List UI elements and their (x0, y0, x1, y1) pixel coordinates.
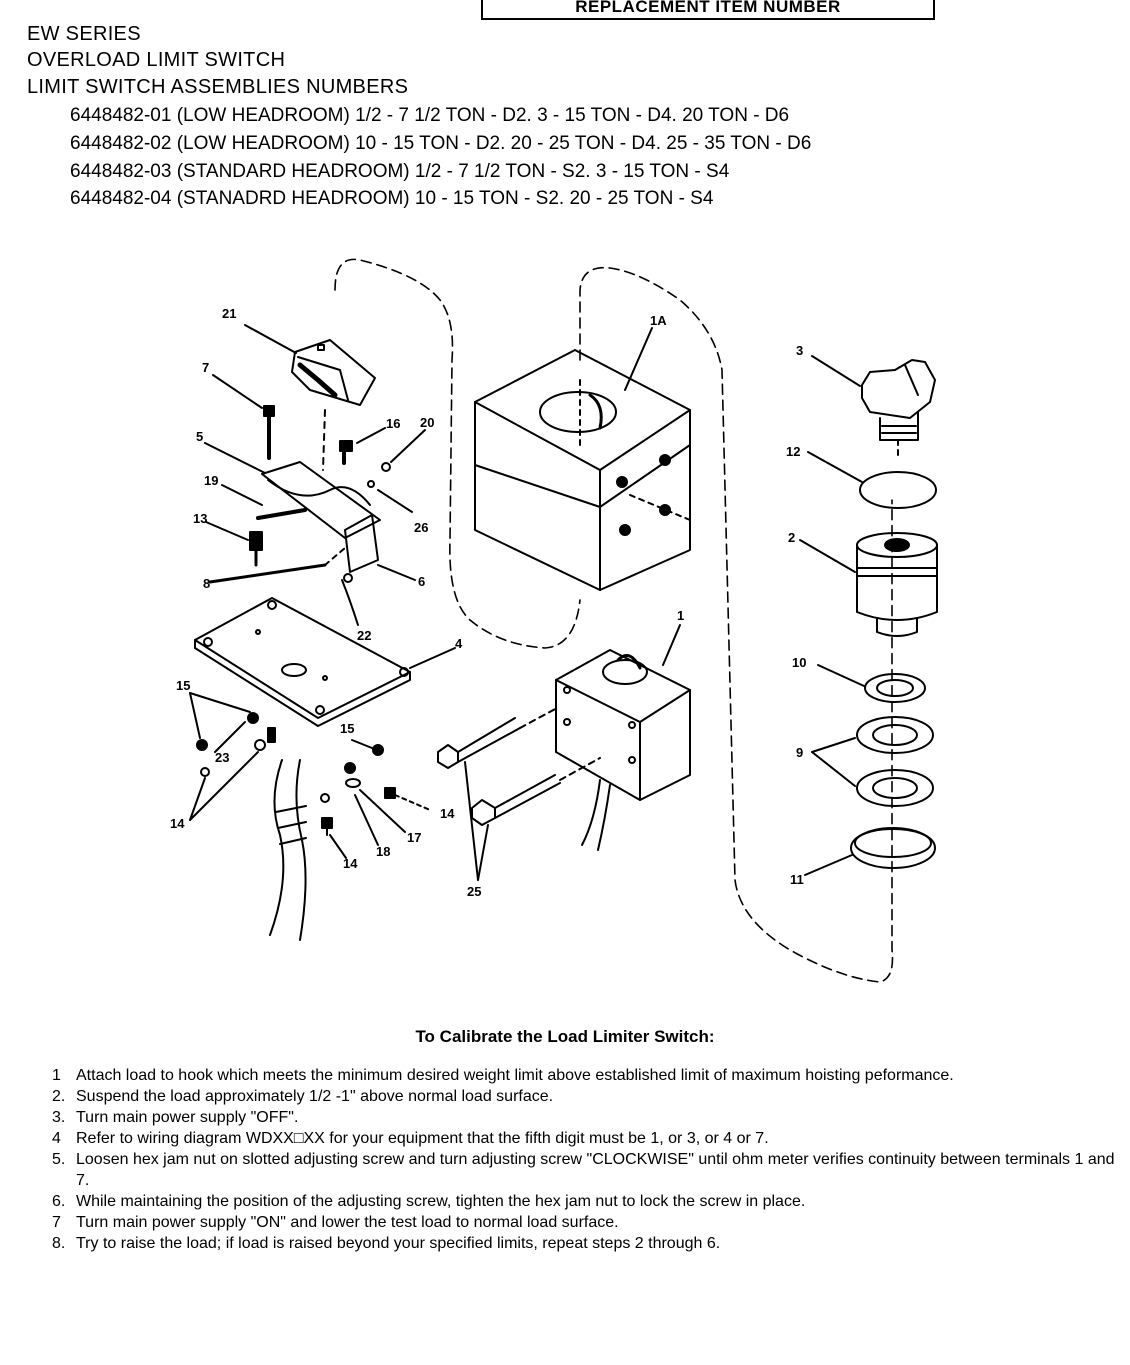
part-label-14a: 14 (170, 816, 185, 831)
calibration-title: To Calibrate the Load Limiter Switch: (415, 1027, 715, 1046)
body-2 (857, 533, 937, 636)
part-label-7: 7 (202, 360, 210, 375)
part-label-17: 17 (407, 830, 422, 845)
calibration-step: 4 Refer to wiring diagram WDXX□XX for your equipment that the fifth digit must be 1, or 3, or 4 or 7. (52, 1130, 769, 1147)
part-label-9: 9 (796, 745, 804, 760)
part-label-23: 23 (215, 750, 230, 765)
part-label-21: 21 (222, 306, 237, 321)
housing-1 (556, 650, 690, 850)
calibration-step: 6. While maintaining the position of the adjusting screw, tighten the hex jam nut to lock the screw in place. (52, 1193, 806, 1210)
dashed-outline-left (335, 259, 580, 648)
calibration-step: 5. Loosen hex jam nut on slotted adjusting screw and turn adjusting screw "CLOCKWISE" until ohm meter verifies continuity between terminals 1 and 7. (52, 1151, 1115, 1189)
base-plate-4 (195, 598, 410, 718)
assemblies-heading: LIMIT SWITCH ASSEMBLIES NUMBERS (27, 76, 409, 98)
part-label-15a: 15 (176, 678, 191, 693)
exploded-parts-diagram (0, 230, 1130, 1010)
switch-title: OVERLOAD LIMIT SWITCH (27, 49, 286, 71)
part-label-13: 13 (193, 511, 208, 526)
washers-9 (857, 717, 933, 806)
screw-7 (264, 406, 274, 458)
hardware-group-center (321, 745, 395, 835)
part-label-3: 3 (796, 343, 804, 358)
part-label-22: 22 (357, 628, 372, 643)
replacement-item-number-box: REPLACEMENT ITEM NUMBER (481, 0, 935, 20)
part-label-11: 11 (790, 872, 804, 887)
assembly-line-02: 6448482-02 (LOW HEADROOM) 10 - 15 TON - D2. 20 - 25 TON - D4. 25 - 35 TON - D6 (70, 133, 812, 154)
part-label-1: 1 (677, 608, 685, 623)
calibration-step: 7 Turn main power supply "ON" and lower the test load to normal load surface. (52, 1214, 619, 1231)
part-label-6: 6 (418, 574, 426, 589)
assembly-line-03: 6448482-03 (STANDARD HEADROOM) 1/2 - 7 1/2 TON - S2. 3 - 15 TON - S4 (70, 161, 730, 182)
part-label-12: 12 (786, 444, 801, 459)
part-label-15b: 15 (340, 721, 355, 736)
adjusting-screw-3 (862, 360, 935, 440)
part-label-25: 25 (467, 884, 482, 899)
bolts-25 (438, 708, 600, 825)
calibration-steps (52, 1065, 1117, 1254)
part-label-8: 8 (203, 576, 211, 591)
part-label-18: 18 (376, 844, 391, 859)
part-label-10: 10 (792, 655, 807, 670)
series-title: EW SERIES (27, 23, 141, 45)
calibration-step: 8. Try to raise the load; if load is raised beyond your specified limits, repeat steps 2 through 6. (52, 1235, 721, 1252)
washer-20 (382, 463, 390, 471)
bolt-13 (250, 532, 262, 565)
calibration-step: 1 Attach load to hook which meets the minimum desired weight limit above established limit of maximum hoisting peformance. (52, 1067, 954, 1084)
part-label-26: 26 (414, 520, 429, 535)
part-label-1A: 1A (650, 313, 667, 328)
o-ring-12 (860, 472, 936, 508)
part-label-14c: 14 (440, 806, 455, 821)
microswitch-21 (292, 340, 375, 405)
calibration-step: 2. Suspend the load approximately 1/2 -1" above normal load surface. (52, 1088, 554, 1105)
ring-11 (851, 828, 935, 868)
washer-10 (865, 674, 925, 702)
bracket-plate-5 (262, 462, 380, 538)
calibration-step: 3. Turn main power supply "OFF". (52, 1109, 299, 1126)
bracket-26 (345, 515, 378, 572)
part-label-20: 20 (420, 415, 435, 430)
cable-left (270, 760, 306, 940)
part-label-4: 4 (455, 636, 463, 651)
part-label-2: 2 (788, 530, 796, 545)
dashed-outline-right (580, 268, 893, 982)
assembly-line-01: 6448482-01 (LOW HEADROOM) 1/2 - 7 1/2 TON - D2. 3 - 15 TON - D4. 20 TON - D6 (70, 105, 790, 126)
part-label-5: 5 (196, 429, 204, 444)
hardware-group-left (197, 713, 275, 776)
assembly-line-04: 6448482-04 (STANADRD HEADROOM) 10 - 15 TON - S2. 20 - 25 TON - S4 (70, 188, 714, 209)
part-label-19: 19 (204, 473, 219, 488)
housing-1A (475, 350, 690, 590)
pin-19 (258, 510, 305, 518)
rod-8 (210, 565, 325, 582)
part-label-14b: 14 (343, 856, 358, 871)
screw-16 (340, 441, 352, 463)
part-label-16: 16 (386, 416, 401, 431)
